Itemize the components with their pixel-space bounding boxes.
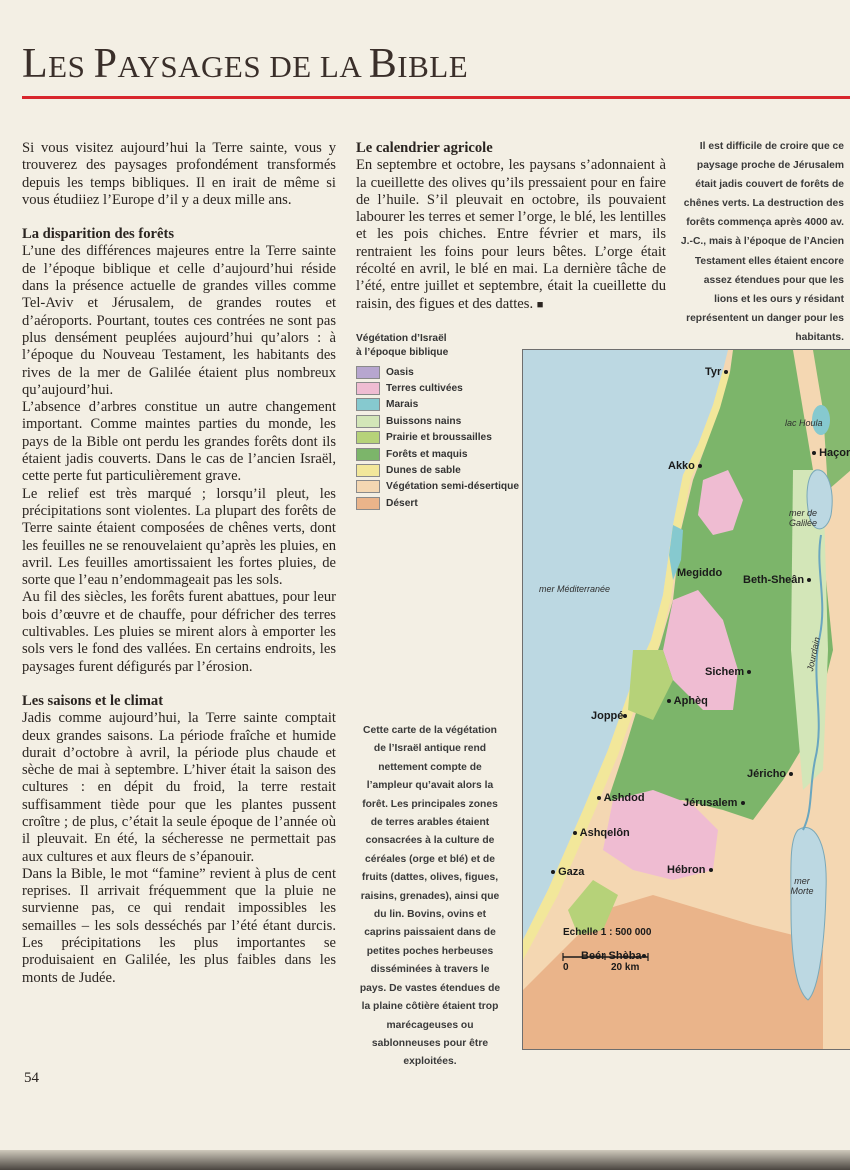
legend-item [356, 446, 521, 462]
forests-paragraph: Au fil des siècles, les forêts furent abattues, pour leur bois d’œuvre et de chauffe, pour défricher des terres cultivables. Les pluies se mirent alors à emporter les sols vers le fond des vallées. En certains endroits, les paysages furent défigurés par l’érosion. [22, 589, 336, 675]
city-marker [597, 796, 601, 800]
legend-item [356, 495, 521, 511]
legend-label: Buissons nains [386, 415, 462, 427]
left-column [22, 140, 336, 987]
scale-zero: 0 [563, 962, 569, 973]
legend-swatch [356, 464, 380, 477]
legend-label: Dunes de sable [386, 465, 461, 477]
legend-swatch [356, 382, 380, 395]
title-rule [22, 96, 850, 99]
city-beer-sheba: Beér Shèba [581, 950, 646, 962]
legend-swatch [356, 415, 380, 428]
page-title: LES PAYSAGES DE LA BIBLE [22, 41, 469, 87]
city-marker [747, 670, 751, 674]
legend-label: Prairie et broussailles [386, 432, 492, 444]
legend-label: Désert [386, 497, 418, 509]
legend-label: Marais [386, 399, 419, 411]
city-marker [807, 578, 811, 582]
city-apheq: Aphèq [667, 695, 708, 707]
seasons-paragraph: Dans la Bible, le mot “famine” revient à plus de cent reprises. Il arrivait fréquemment que la pluie ne survienne pas, ce qui rendait impossibles les semailles – les sols desséchés par l’été étant durcis. Les précipitations les plus importantes se produisaient en Galilée, les plus faibles dans les monts de Judée. [22, 865, 336, 986]
mediterranean-label: mer Méditerranée [539, 584, 611, 594]
city-marker [642, 954, 646, 958]
forests-paragraph: Le relief est très marqué ; lorsqu’il pleut, les précipitations sont violentes. La plupart des forêts de Terre sainte étaient composées de chênes verts, dont les feuilles ne se renouvelaient qu’après les pluies, en avril. Les feuilles amortissaient les fortes pluies, de sorte que l’eau n’endommageait pas les sols. [22, 485, 336, 589]
jordan-label: Jourdain [805, 636, 822, 673]
end-mark: ■ [536, 298, 544, 311]
galilee-label: mer de Galilée [788, 508, 817, 528]
city-marker [698, 464, 702, 468]
forests-heading: La disparition des forêts [22, 226, 175, 243]
map-legend [356, 332, 521, 512]
city-marker [724, 370, 728, 374]
scale-label: Echelle 1 : 500 000 [563, 927, 652, 938]
seasons-heading: Les saisons et le climat [22, 692, 164, 709]
legend-label: Végétation semi-désertique [386, 481, 520, 493]
intro-paragraph: Si vous visitez aujourd’hui la Terre sainte, vous y trouverez des paysages profondément transformés depuis les temps bibliques. Il en irait de même si vous étudiiez l’Europe d’il y a deux mille ans. [22, 140, 336, 208]
legend-title: Végétation d’Israël à l’époque biblique [356, 333, 449, 358]
legend-item [356, 364, 521, 380]
city-jericho: Jéricho [747, 768, 793, 780]
legend-swatch [356, 431, 380, 444]
city-akko: Akko [668, 460, 702, 472]
forests-paragraph: L’une des différences majeures entre la Terre sainte de l’époque biblique et celle d’aujourd’hui réside dans la présence actuelle de grandes villes comme Tel-Aviv et Jérusalem, de grandes routes et d’aéroports. Pourtant, toutes ces contrées ne sont pas plus densément peuplées aujourd’hui qu’alors : à l’époque du Nouveau Testament, les habitants des rives de la mer de Galilée étaient plus nombreux qu’aujourd’hui. [22, 243, 336, 398]
legend-label: Terres cultivées [386, 383, 463, 395]
city-sichem: Sichem [705, 666, 751, 678]
city-marker [741, 801, 745, 805]
city-gaza: Gaza [551, 866, 584, 878]
seasons-paragraph: Jadis comme aujourd’hui, la Terre sainte comptait deux grandes saisons. La période fraîche et humide durait d’octobre à avril, la période plus chaude et sèche de mai à septembre. L’hiver était la saison des cultures : en dépit du froid, la terre restait suffisamment tiède pour que les plantes pussent croître ; de plus, c’était la seule époque de l’année où il pleuvait. En été, la sécheresse ne permettait pas aux cultures et aux fleurs de s’épanouir. [22, 710, 336, 865]
city-marker [623, 714, 627, 718]
city-marker [812, 451, 816, 455]
legend-swatch [356, 398, 380, 411]
city-marker [667, 699, 671, 703]
city-ashdod: Ashdod [597, 792, 645, 804]
city-joppe: Joppé [591, 710, 627, 722]
page-number: 54 [24, 1070, 39, 1086]
legend-item [356, 380, 521, 396]
city-marker [789, 772, 793, 776]
legend-swatch [356, 497, 380, 510]
legend-item [356, 413, 521, 429]
legend-label: Oasis [386, 366, 414, 378]
city-hacor: Haçor [812, 447, 850, 459]
city-marker [551, 870, 555, 874]
scan-edge [0, 1150, 850, 1170]
legend-swatch [356, 448, 380, 461]
city-ashqelon: Ashqelôn [573, 827, 630, 839]
legend-item [356, 479, 521, 495]
legend-item [356, 462, 521, 478]
city-hebron: Hébron [667, 864, 713, 876]
lake-houla-label: lac Houla [785, 418, 823, 428]
calendar-heading: Le calendrier agricole [356, 140, 493, 156]
legend-item [356, 430, 521, 446]
scale-km: 20 km [611, 962, 640, 973]
city-megiddo: Megiddo [677, 567, 723, 579]
dead-sea-label: mer Morte [790, 876, 814, 896]
legend-swatch [356, 366, 380, 379]
vegetation-map [522, 349, 850, 1050]
map-caption: Cette carte de la végétation de l’Israël antique rend nettement compte de l’ampleur qu’avait alors la forêt. Les principales zones de terres arables étaient consacrées à la culture de céréales (orge et blé) et de fruits (dattes, olives, figues, raisins, grenades), ainsi que du lin. Bovins, ovins et caprins paissaient dans de petites poches herbeuses disséminées à travers le pays. De vastes étendues de la plaine côtière étaient trop marécageuses ou sablonneuses pour être exploitées. [359, 725, 501, 1068]
forests-paragraph: L’absence d’arbres constitue un autre changement important. Comme maintes parties du monde, les pays de la Bible ont perdu les grandes forêts dont ils étaient jadis couverts. Dans le cas de l’ancien Israël, cette perte fut particulièrement grave. [22, 399, 336, 485]
city-marker [573, 831, 577, 835]
city-marker [709, 868, 713, 872]
calendar-paragraph: En septembre et octobre, les paysans s’adonnaient à la cueillette des olives qu’ils pressaient pour en faire de l’huile. S’il pleuvait en octobre, ils pouvaient labourer les terres et semer l’orge, le blé, les lentilles et les pois chiches. Entre février et mars, ils rentraient les foins pour leurs bêtes. L’orge était récolté en avril, le blé en mai. La dernière tâche de l’été, entre juillet et septembre, était la cueillette du raisin, des figues et des dattes. ■ [356, 157, 666, 312]
legend-item [356, 397, 521, 413]
city-beth-shean: Beth-Sheân [743, 574, 811, 586]
middle-column [356, 140, 666, 314]
photo-caption: Il est difficile de croire que ce paysage proche de Jérusalem était jadis couvert de forêts de chênes verts. La destruction des forêts commença après 4000 av. J.-C., mais à l’époque de l’Ancien Testament elles étaient encore assez étendues pour que les lions et les ours y résidant représentent un danger pour les habitants. [680, 141, 844, 343]
city-jerusalem: Jérusalem [683, 797, 745, 809]
legend-swatch [356, 480, 380, 493]
legend-label: Forêts et maquis [386, 448, 468, 460]
city-tyr: Tyr [705, 366, 728, 378]
